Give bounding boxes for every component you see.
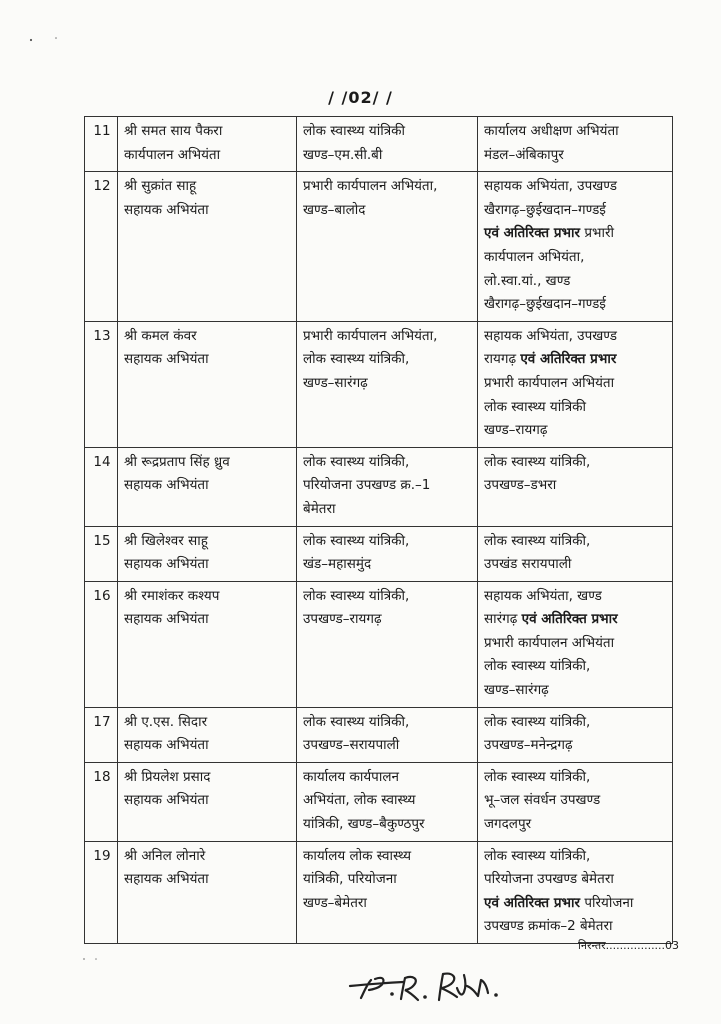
current-posting-cell xyxy=(297,172,478,322)
new-posting-line xyxy=(484,711,668,735)
current-posting-line: उपखण्ड–सरायपाली xyxy=(303,737,400,754)
additional-charge-emphasis: एवं अतिरिक्त प्रभार xyxy=(521,611,618,628)
current-posting-line: कार्यालय कार्यपालन xyxy=(303,768,399,785)
new-posting-text: लोक स्वास्थ्य यांत्रिकी, xyxy=(484,453,591,470)
serial-number-cell: 15 xyxy=(85,526,118,581)
officer-name-cell xyxy=(118,526,297,581)
new-posting-text: प्रभारी कार्यपालन अभियंता xyxy=(484,634,615,651)
current-posting-line: लोक स्वास्थ्य यांत्रिकी, xyxy=(303,587,410,604)
new-posting-cell xyxy=(478,321,673,447)
new-posting-line xyxy=(484,474,668,498)
officer-name-cell xyxy=(118,172,297,322)
new-posting-cell xyxy=(478,762,673,841)
table-body xyxy=(85,117,673,944)
current-posting-cell xyxy=(297,526,478,581)
table-row xyxy=(85,321,673,447)
new-posting-line xyxy=(484,246,668,270)
current-posting-cell xyxy=(297,447,478,526)
new-posting-line xyxy=(484,553,668,577)
new-posting-text: खण्ड–रायगढ़ xyxy=(484,422,548,439)
table-row xyxy=(85,526,673,581)
officer-line: सहायक अभियंता xyxy=(124,611,209,628)
new-posting-line xyxy=(484,789,668,813)
officer-line: सहायक अभियंता xyxy=(124,792,209,809)
current-posting-line: अभियंता, लोक स्वास्थ्य xyxy=(303,792,416,809)
current-posting-cell xyxy=(297,581,478,707)
officer-line: सहायक अभियंता xyxy=(124,556,209,573)
table-row xyxy=(85,707,673,762)
officer-name-cell xyxy=(118,581,297,707)
additional-charge-emphasis: एवं अतिरिक्त प्रभार xyxy=(484,894,581,911)
officer-name-cell xyxy=(118,841,297,943)
current-posting-line: खण्ड–बालोद xyxy=(303,201,366,218)
new-posting-text: उपखण्ड–डभरा xyxy=(484,477,557,494)
new-posting-text: लोक स्वास्थ्य यांत्रिकी, xyxy=(484,768,591,785)
current-posting-cell xyxy=(297,707,478,762)
officer-line: सहायक अभियंता xyxy=(124,477,209,494)
new-posting-text: खैरागढ़–छुईखदान–गण्डई xyxy=(484,296,606,313)
officer-line: श्री अनिल लोनारे xyxy=(124,847,206,864)
new-posting-line xyxy=(484,120,668,144)
new-posting-text: सारंगढ़ xyxy=(484,611,522,628)
additional-charge-emphasis: एवं अतिरिक्त प्रभार xyxy=(520,351,617,368)
new-posting-text: रायगढ़ xyxy=(484,351,521,368)
new-posting-cell xyxy=(478,117,673,172)
officer-name-cell xyxy=(118,117,297,172)
new-posting-text: कार्यपालन अभियंता, xyxy=(484,248,585,265)
new-posting-text: लोक स्वास्थ्य यांत्रिकी, xyxy=(484,713,591,730)
new-posting-line xyxy=(484,199,668,223)
current-posting-line: बेमेतरा xyxy=(303,500,336,517)
new-posting-text: परियोजना xyxy=(580,894,634,911)
new-posting-text: प्रभारी xyxy=(580,225,615,242)
officer-name-cell xyxy=(118,707,297,762)
current-posting-line: कार्यालय लोक स्वास्थ्य xyxy=(303,847,412,864)
current-posting-line: यांत्रिकी, परियोजना xyxy=(303,871,397,888)
officer-line: कार्यपालन अभियंता xyxy=(124,146,221,163)
new-posting-text: सहायक अभियंता, उपखण्ड xyxy=(484,327,617,344)
table-row xyxy=(85,117,673,172)
new-posting-cell xyxy=(478,707,673,762)
serial-number-cell: 12 xyxy=(85,172,118,322)
new-posting-line xyxy=(484,892,668,916)
new-posting-text: कार्यालय अधीक्षण अभियंता xyxy=(484,123,619,139)
current-posting-line: प्रभारी कार्यपालन अभियंता, xyxy=(303,178,438,195)
additional-charge-emphasis: एवं अतिरिक्त प्रभार xyxy=(484,225,581,242)
current-posting-cell xyxy=(297,321,478,447)
current-posting-cell xyxy=(297,762,478,841)
new-posting-line xyxy=(484,270,668,294)
new-posting-line xyxy=(484,734,668,758)
new-posting-line xyxy=(484,813,668,837)
new-posting-line xyxy=(484,915,668,939)
serial-number-cell: 18 xyxy=(85,762,118,841)
new-posting-text: लोक स्वास्थ्य यांत्रिकी xyxy=(484,398,587,415)
current-posting-line: लोक स्वास्थ्य यांत्रिकी, xyxy=(303,713,410,730)
new-posting-text: उपखण्ड–मनेन्द्रगढ़ xyxy=(484,737,573,754)
new-posting-text: मंडल–अंबिकापुर xyxy=(484,146,564,163)
new-posting-line xyxy=(484,325,668,349)
new-posting-line xyxy=(484,608,668,632)
serial-number-cell: 19 xyxy=(85,841,118,943)
table-row xyxy=(85,581,673,707)
current-posting-line: प्रभारी कार्यपालन अभियंता, xyxy=(303,327,438,344)
current-posting-cell xyxy=(297,841,478,943)
new-posting-text: लोक स्वास्थ्य यांत्रिकी, xyxy=(484,847,591,864)
current-posting-line: यांत्रिकी, खण्ड–बैकुण्ठपुर xyxy=(303,816,425,833)
current-posting-line: खण्ड–एम.सी.बी xyxy=(303,146,383,163)
officer-line: सहायक अभियंता xyxy=(124,737,209,754)
new-posting-line xyxy=(484,396,668,420)
officer-line: श्री प्रियलेश प्रसाद xyxy=(124,768,211,785)
new-posting-text: परियोजना उपखण्ड बेमेतरा xyxy=(484,871,614,888)
new-posting-line xyxy=(484,845,668,869)
continued-note: निरन्तर.................03 xyxy=(578,939,680,952)
serial-number-cell: 13 xyxy=(85,321,118,447)
new-posting-text: लोक स्वास्थ्य यांत्रिकी, xyxy=(484,658,591,675)
officer-line: सहायक अभियंता xyxy=(124,201,209,218)
new-posting-line xyxy=(484,451,668,475)
current-posting-line: खंड–महासमुंद xyxy=(303,556,372,573)
officer-line: श्री ए.एस. सिदार xyxy=(124,713,208,730)
table-row xyxy=(85,841,673,943)
new-posting-line xyxy=(484,632,668,656)
officer-line: श्री सुक्रांत साहू xyxy=(124,178,197,195)
officer-name-cell xyxy=(118,321,297,447)
current-posting-line: परियोजना उपखण्ड क्र.–1 xyxy=(303,477,431,494)
new-posting-line xyxy=(484,372,668,396)
new-posting-text: जगदलपुर xyxy=(484,816,532,833)
new-posting-text: उपखंड सरायपाली xyxy=(484,556,572,573)
current-posting-line: लोक स्वास्थ्य यांत्रिकी, xyxy=(303,351,410,368)
table-row xyxy=(85,762,673,841)
page-number-header: / /02/ / xyxy=(328,88,393,107)
officer-line: श्री खिलेश्वर साहू xyxy=(124,532,208,549)
new-posting-cell xyxy=(478,526,673,581)
new-posting-text: उपखण्ड क्रमांक–2 बेमेतरा xyxy=(484,918,613,935)
current-posting-cell xyxy=(297,117,478,172)
current-posting-line: लोक स्वास्थ्य यांत्रिकी xyxy=(303,123,406,139)
new-posting-text: सहायक अभियंता, खण्ड xyxy=(484,587,602,604)
officer-line: श्री कमल कंवर xyxy=(124,327,197,344)
table-row xyxy=(85,172,673,322)
current-posting-line: उपखण्ड–रायगढ़ xyxy=(303,611,382,628)
new-posting-line xyxy=(484,868,668,892)
officer-signature xyxy=(345,962,530,1007)
current-posting-line: खण्ड–सारंगढ़ xyxy=(303,374,368,391)
new-posting-line xyxy=(484,530,668,554)
officer-name-cell xyxy=(118,447,297,526)
new-posting-text: प्रभारी कार्यपालन अभियंता xyxy=(484,374,615,391)
new-posting-line xyxy=(484,144,668,168)
officer-line: श्री रमाशंकर कश्यप xyxy=(124,587,220,604)
new-posting-line xyxy=(484,293,668,317)
serial-number-cell: 11 xyxy=(85,117,118,172)
officer-line: श्री रूद्रप्रताप सिंह ध्रुव xyxy=(124,453,230,470)
new-posting-cell xyxy=(478,581,673,707)
new-posting-line xyxy=(484,766,668,790)
officer-line: सहायक अभियंता xyxy=(124,871,209,888)
new-posting-line xyxy=(484,348,668,372)
new-posting-cell xyxy=(478,172,673,322)
new-posting-text: भू–जल संवर्धन उपखण्ड xyxy=(484,792,601,809)
new-posting-text: सहायक अभियंता, उपखण्ड xyxy=(484,178,617,195)
new-posting-line xyxy=(484,585,668,609)
officer-name-cell xyxy=(118,762,297,841)
new-posting-text: खैरागढ़–छुईखदान–गण्डई xyxy=(484,201,606,218)
new-posting-text: लो.स्वा.यां., खण्ड xyxy=(484,272,571,289)
serial-number-cell: 16 xyxy=(85,581,118,707)
new-posting-line xyxy=(484,655,668,679)
officer-line: सहायक अभियंता xyxy=(124,351,209,368)
new-posting-cell xyxy=(478,447,673,526)
officer-line: श्री समत साय पैकरा xyxy=(124,123,223,139)
new-posting-line xyxy=(484,222,668,246)
new-posting-text: लोक स्वास्थ्य यांत्रिकी, xyxy=(484,532,591,549)
current-posting-line: लोक स्वास्थ्य यांत्रिकी, xyxy=(303,453,410,470)
serial-number-cell: 14 xyxy=(85,447,118,526)
new-posting-text: खण्ड–सारंगढ़ xyxy=(484,682,549,699)
transfer-orders-table xyxy=(84,116,673,944)
new-posting-line xyxy=(484,175,668,199)
current-posting-line: खण्ड–बेमेतरा xyxy=(303,894,367,911)
serial-number-cell: 17 xyxy=(85,707,118,762)
table-row xyxy=(85,447,673,526)
new-posting-line xyxy=(484,679,668,703)
new-posting-cell xyxy=(478,841,673,943)
current-posting-line: लोक स्वास्थ्य यांत्रिकी, xyxy=(303,532,410,549)
new-posting-line xyxy=(484,419,668,443)
